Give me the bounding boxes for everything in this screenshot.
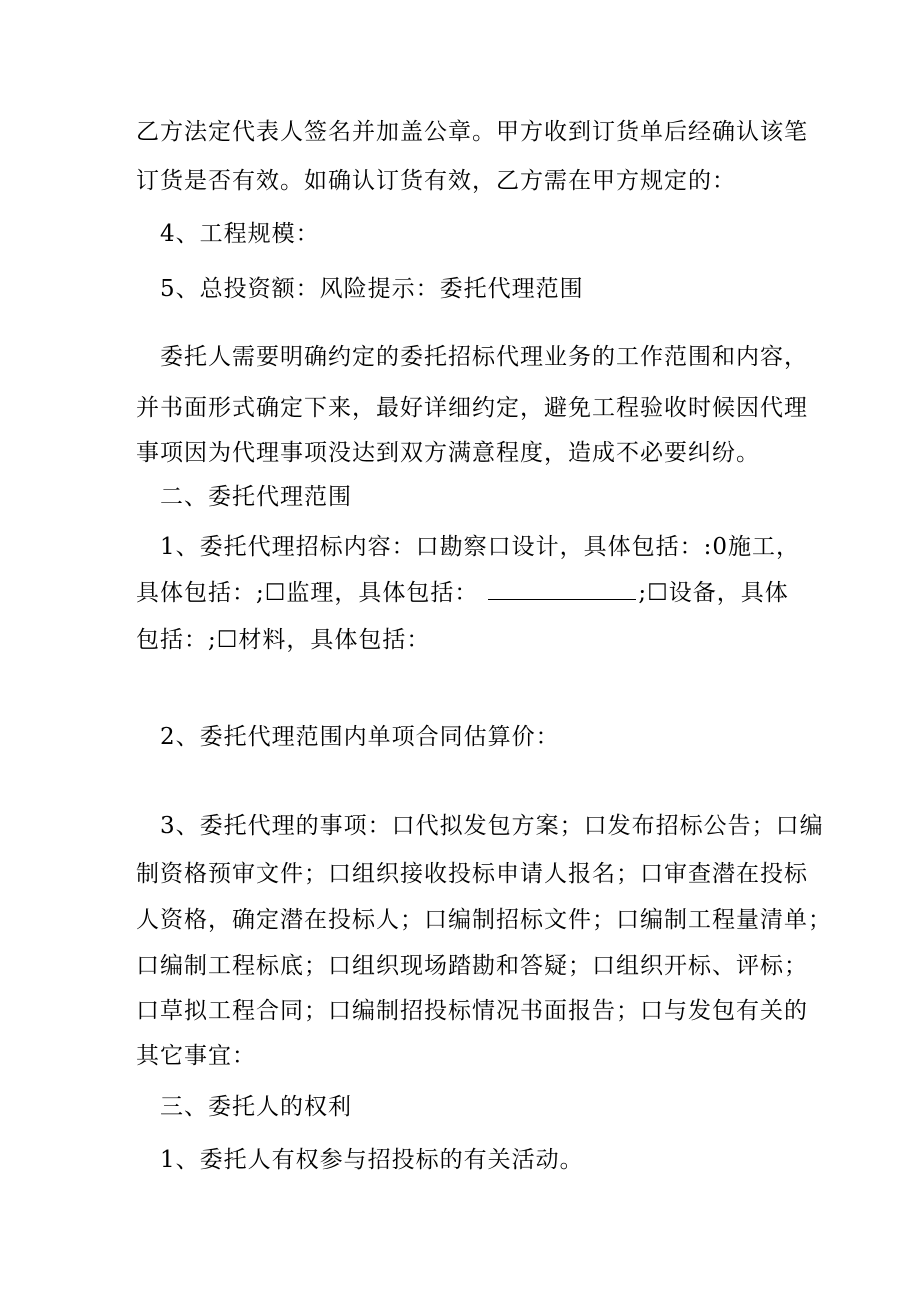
paragraph-line: 口编制工程标底；口组织现场踏勘和答疑；口组织开标、评标；: [136, 953, 808, 979]
paragraph-line: 乙方法定代表人签名并加盖公章。甲方收到订货单后经确认该笔: [136, 119, 808, 145]
paragraph-line: 制资格预审文件；口组织接收投标申请人报名；口审查潜在投标: [136, 861, 808, 887]
paragraph-line: [136, 578, 789, 608]
paragraph-line: 人资格，确定潜在投标人；口编制招标文件；口编制工程量清单；: [136, 907, 832, 933]
paragraph-line: 其它事宜：: [136, 1043, 256, 1069]
list-item-4: 4、工程规模：: [160, 221, 320, 247]
line-text: 具体包括：;☐监理，具体包括：: [136, 580, 479, 606]
paragraph-line: 委托人需要明确约定的委托招标代理业务的工作范围和内容，: [160, 344, 808, 370]
list-item-5: 5、总投资额：风险提示：委托代理范围: [160, 276, 584, 302]
section-heading: 二、委托代理范围: [160, 484, 352, 510]
fill-in-blank: [488, 579, 636, 600]
paragraph-line: 事项因为代理事项没达到双方满意程度，造成不必要纠纷。: [136, 440, 760, 466]
paragraph-line: 订货是否有效。如确认订货有效，乙方需在甲方规定的：: [136, 168, 736, 194]
list-item-1: 1、委托代理招标内容：口勘察口设计，具体包括：:0施工，: [160, 534, 801, 560]
paragraph-line: 包括：;☐材料，具体包括：: [136, 627, 431, 653]
line-text: ;☐设备，具体: [638, 580, 789, 606]
list-item-2: 2、委托代理范围内单项合同估算价：: [160, 724, 560, 750]
section-heading: 三、委托人的权利: [160, 1094, 352, 1120]
paragraph-line: 并书面形式确定下来，最好详细约定，避免工程验收时候因代理: [136, 395, 808, 421]
paragraph-line: 口草拟工程合同；口编制招投标情况书面报告；口与发包有关的: [136, 998, 808, 1024]
list-item-1: 1、委托人有权参与招投标的有关活动。: [160, 1147, 584, 1173]
list-item-3: 3、委托代理的事项：口代拟发包方案；口发布招标公告；口编: [160, 813, 824, 839]
